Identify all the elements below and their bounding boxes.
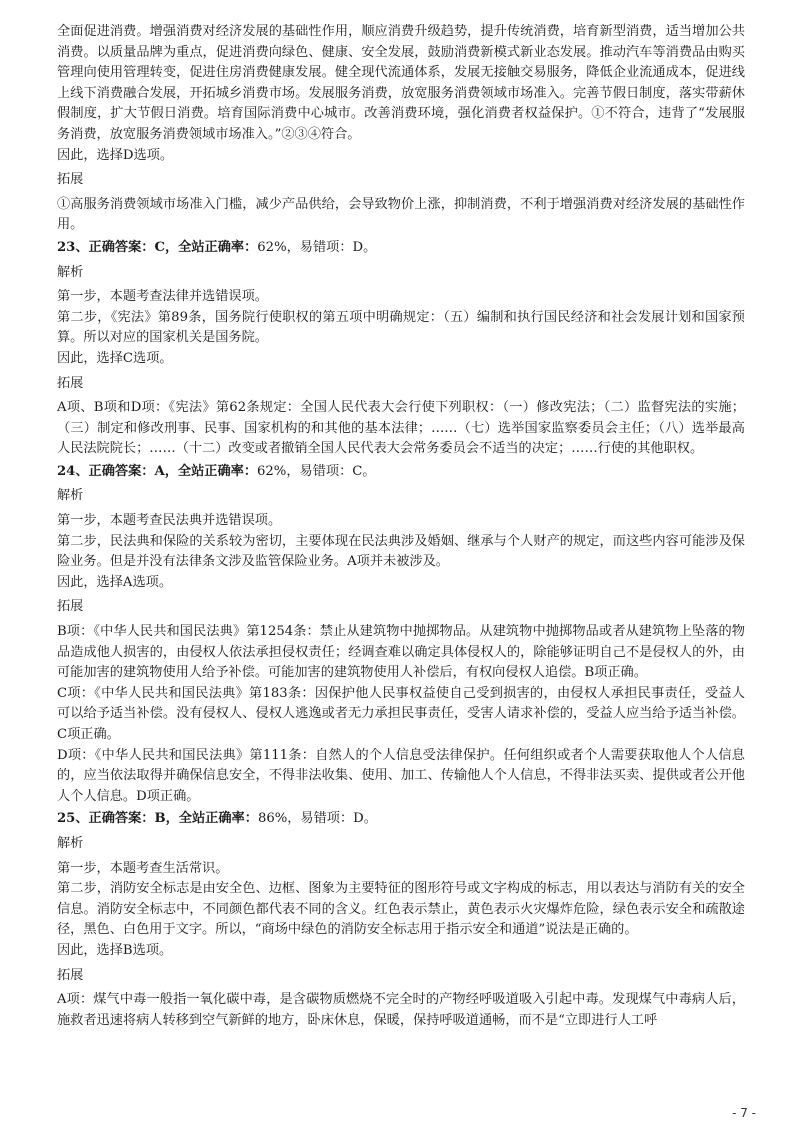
paragraph: A项、B项和D项：《宪法》第62条规定：全国人民代表大会行使下列职权：（一）修改宪法；（二）监督宪法的实施；（三）制定和修改刑事、民事、国家机构的和其他的基本法律；……（七）选举国家监察委员会主任；（八）选举最高人民法院院长；……（十二）改变或者撤销全国人民代表大会常务委员会不适当的决定；……行使的其他职权。 xyxy=(57,400,745,457)
question-title: 23、正确答案：C，全站正确率： xyxy=(57,239,258,255)
paragraph: 第一步，本题考查生活常识。 xyxy=(57,860,229,876)
paragraph: 因此，选择B选项。 xyxy=(57,942,173,958)
question-heading xyxy=(57,462,745,483)
question-stats: 86%，易错项：D。 xyxy=(257,811,377,827)
paragraph: 因此，选择C选项。 xyxy=(57,350,173,366)
paragraph: 因此，选择D选项。 xyxy=(57,147,174,163)
paragraph: D项：《中华人民共和国民法典》第111条：自然人的个人信息受法律保护。任何组织或者个人需要获取他人个人信息的，应当依法取得并确保信息安全，不得非法收集、使用、加工、传输他人个人信息，不得非法买卖、提供或者公开他人个人信息。D项正确。 xyxy=(57,747,745,804)
section-label: 拓展 xyxy=(57,172,84,188)
question-title: 25、正确答案：B，全站正确率： xyxy=(57,811,258,827)
paragraph: ①高服务消费领域市场准入门槛，减少产品供给，会导致物价上涨，抑制消费，不利于增强消费对经济发展的基础性作用。 xyxy=(57,196,745,233)
section-label: 拓展 xyxy=(57,599,84,615)
paragraph: 第一步，本题考查民法典并选错误项。 xyxy=(57,513,282,529)
page-number: - 7 - xyxy=(732,1106,756,1120)
paragraph: A项：煤气中毒一般指一氧化碳中毒，是含碳物质燃烧不完全时的产物经呼吸道吸入引起中毒。发现煤气中毒病人后，施救者迅速将病人转移到空气新鲜的地方，卧床休息，保暖，保持呼吸道通畅，而不是“立即进行人工呼 xyxy=(57,992,745,1028)
question-heading xyxy=(57,238,745,259)
section-label: 解析 xyxy=(57,264,84,280)
paragraph: 第二步，消防安全标志是由安全色、边框、图象为主要特征的图形符号或文字构成的标志，用以表达与消防有关的安全信息。消防安全标志中，不同颜色都代表不同的含义。红色表示禁止，黄色表示火灾爆炸危险，绿色表示安全和疏散途径，黑色、白色用于文字。所以，“商场中绿色的消防安全标志用于指示安全和通道”说法是正确的。 xyxy=(57,881,745,938)
paragraph: B项：《中华人民共和国民法典》第1254条：禁止从建筑物中抛掷物品。从建筑物中抛掷物品或者从建筑物上坠落的物品造成他人损害的，由侵权人依法承担侵权责任；经调查难以确定具体侵权人的，除能够证明自己不是侵权人的外，由可能加害的建筑物使用人给予补偿。可能加害的建筑物使用人补偿后，有权向侵权人追偿。B项正确。 xyxy=(57,624,745,681)
paragraph: 全面促进消费。增强消费对经济发展的基础性作用，顺应消费升级趋势，提升传统消费，培育新型消费，适当增加公共消费。以质量品牌为重点，促进消费向绿色、健康、安全发展，鼓励消费新模式新业态发展。推动汽车等消费品由购买管理向使用管理转变，促进住房消费健康发展。健全现代流通体系，发展无接触交易服务，降低企业流通成本，促进线上线下消费融合发展，开拓城乡消费市场。发展服务消费，放宽服务消费领域市场准入。完善节假日制度，落实带薪休假制度，扩大节假日消费。培育国际消费中心城市。改善消费环境，强化消费者权益保护。①不符合，违背了“发展服务消费，放宽服务消费领域市场准入。”②③④符合。 xyxy=(57,24,745,142)
paragraph: C项：《中华人民共和国民法典》第183条：因保护他人民事权益使自己受到损害的，由侵权人承担民事责任，受益人可以给予适当补偿。没有侵权人、侵权人逃逸或者无力承担民事责任，受害人请求补偿的，受益人应当给予适当补偿。C项正确。 xyxy=(57,685,745,742)
section-label: 解析 xyxy=(57,835,84,851)
paragraph: 第二步，民法典和保险的关系较为密切，主要体现在民法典涉及婚姻、继承与个人财产的规定，而这些内容可能涉及保险业务。但是并没有法律条文涉及监管保险业务。A项并未被涉及。 xyxy=(57,533,745,570)
section-label: 拓展 xyxy=(57,375,84,391)
paragraph: 第一步，本题考查法律并选错误项。 xyxy=(57,289,268,305)
paragraph: 第二步，《宪法》第89条，国务院行使职权的第五项中明确规定：（五）编制和执行国民经济和社会发展计划和国家预算。所以对应的国家机关是国务院。 xyxy=(57,309,745,346)
question-title: 24、正确答案：A，全站正确率： xyxy=(57,463,258,479)
question-heading xyxy=(57,809,745,830)
section-label: 拓展 xyxy=(57,967,84,983)
section-label: 解析 xyxy=(57,488,84,504)
paragraph: 因此，选择A选项。 xyxy=(57,574,173,590)
question-stats: 62%，易错项：C。 xyxy=(257,463,376,479)
question-stats: 62%，易错项：D。 xyxy=(257,239,377,255)
page-content xyxy=(57,22,745,1031)
